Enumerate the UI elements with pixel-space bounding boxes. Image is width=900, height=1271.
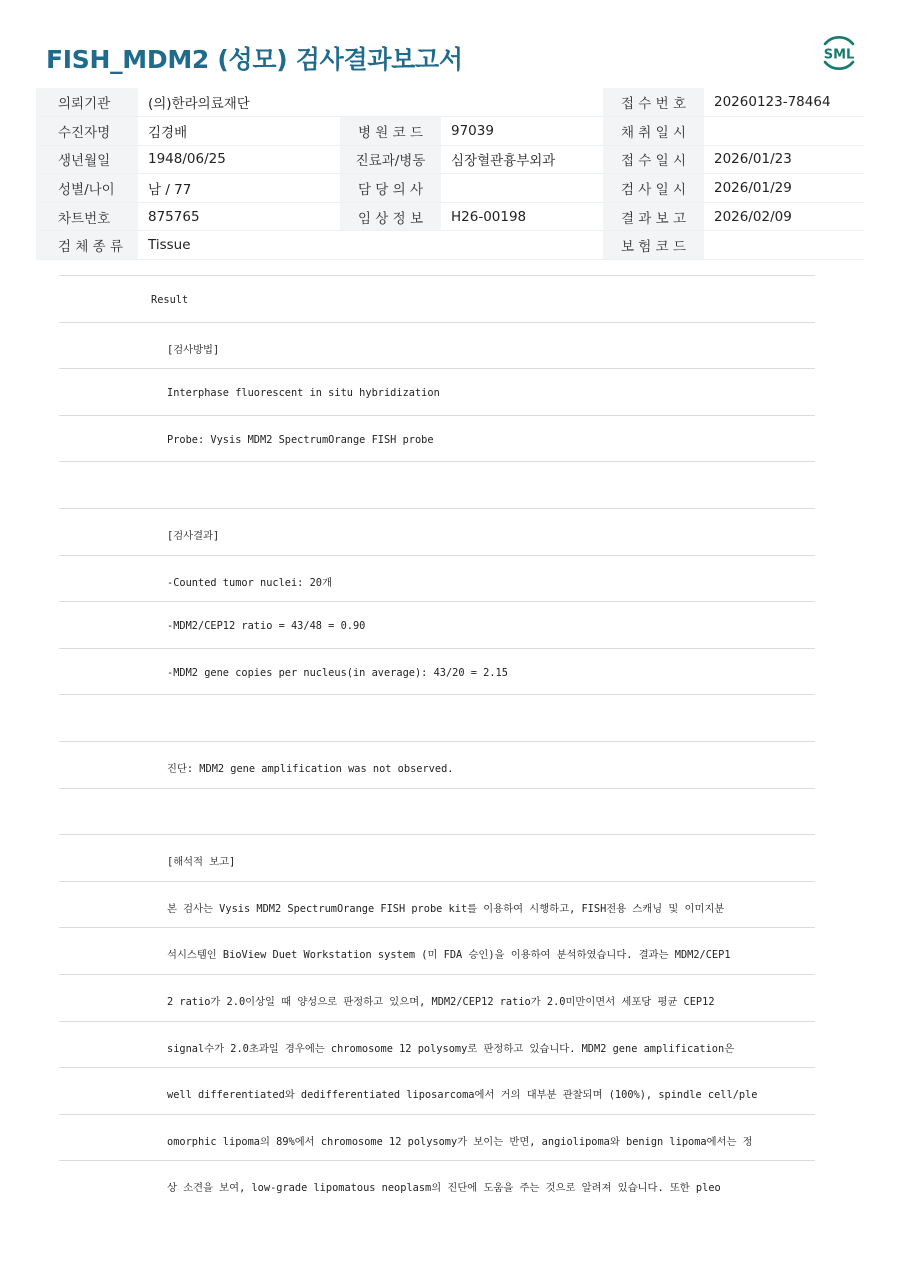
report-line-text: -Counted tumor nuclei: 20개 (167, 576, 332, 589)
report-line (59, 974, 815, 1021)
report-line (59, 322, 815, 369)
report-line-text: 2 ratio가 2.0이상일 때 양성으로 판정하고 있으며, MDM2/CEP12 ratio가 2.0미만이면서 세포당 평균 CEP12 (167, 995, 715, 1008)
report-line-text: 본 검사는 Vysis MDM2 SpectrumOrange FISH probe kit를 이용하여 시행하고, FISH전용 스캐닝 및 이미지분 (167, 902, 725, 915)
report-body (59, 275, 815, 1207)
report-line (59, 275, 815, 322)
value-collection-date (704, 117, 864, 146)
value-hospital-code: 97039 (441, 117, 603, 146)
label-requesting-institution: 의뢰기관 (36, 88, 138, 117)
patient-info-table (36, 88, 864, 260)
label-sex-age: 성별/나이 (36, 174, 138, 203)
report-line (59, 834, 815, 881)
label-hospital-code: 병 원 코 드 (340, 117, 441, 146)
label-specimen-type: 검 체 종 류 (36, 231, 138, 260)
label-test-date: 검 사 일 시 (603, 174, 704, 203)
report-line (59, 881, 815, 928)
info-row (36, 88, 864, 117)
report-line-text: Interphase fluorescent in situ hybridization (167, 387, 440, 400)
empty-cell (340, 88, 441, 117)
value-receipt-number: 20260123-78464 (704, 88, 864, 117)
label-receipt-number: 접 수 번 호 (603, 88, 704, 117)
label-birth-date: 생년월일 (36, 145, 138, 174)
label-report-date: 결 과 보 고 (603, 202, 704, 231)
value-report-date: 2026/02/09 (704, 202, 864, 231)
report-line-text: 상 소견을 보여, low-grade lipomatous neoplasm의 진단에 도움을 주는 것으로 알려져 있습니다. 또한 pleo (167, 1182, 721, 1195)
report-line (59, 1067, 815, 1114)
report-line-text: Result (151, 294, 189, 306)
info-row (36, 174, 864, 203)
label-receipt-date: 접 수 일 시 (603, 145, 704, 174)
report-line-text: 석시스템인 BioView Duet Workstation system (미 FDA 승인)을 이용하여 분석하였습니다. 결과는 MDM2/CEP1 (167, 949, 731, 962)
value-requesting-institution: (의)한라의료재단 (138, 88, 340, 117)
value-chart-number: 875765 (138, 202, 340, 231)
report-line (59, 788, 815, 835)
report-line (59, 601, 815, 648)
value-receipt-date: 2026/01/23 (704, 145, 864, 174)
report-line (59, 648, 815, 695)
report-line (59, 694, 815, 741)
report-line (59, 461, 815, 508)
report-line (59, 415, 815, 462)
report-line-text: [해석적 보고] (167, 856, 236, 869)
report-line-text: Probe: Vysis MDM2 SpectrumOrange FISH probe (167, 433, 434, 446)
label-clinical-info: 임 상 정 보 (340, 202, 441, 231)
info-row (36, 202, 864, 231)
report-line-text: [검사결과] (167, 529, 220, 542)
empty-cell (441, 88, 603, 117)
report-line (59, 508, 815, 555)
value-insurance-code (704, 231, 864, 260)
report-line (59, 1160, 815, 1207)
report-line-text: 진단: MDM2 gene amplification was not observed. (167, 762, 454, 775)
report-line-text: [검사방법] (167, 343, 220, 356)
report-title: FISH_MDM2 (성모) 검사결과보고서 (46, 45, 463, 74)
value-specimen-type: Tissue (138, 231, 340, 260)
report-line (59, 1114, 815, 1161)
label-patient-name: 수진자명 (36, 117, 138, 146)
empty-cell (340, 231, 441, 260)
report-line-text: omorphic lipoma의 89%에서 chromosome 12 polysomy가 보이는 반면, angiolipoma와 benign lipoma에서는 정 (167, 1135, 753, 1148)
empty-cell (441, 231, 603, 260)
value-test-date: 2026/01/29 (704, 174, 864, 203)
label-chart-number: 차트번호 (36, 202, 138, 231)
value-physician (441, 174, 603, 203)
report-line (59, 741, 815, 788)
info-row (36, 231, 864, 260)
report-line-text: signal수가 2.0초과일 경우에는 chromosome 12 polysomy로 판정하고 있습니다. MDM2 gene amplification은 (167, 1042, 735, 1055)
report-line (59, 555, 815, 602)
report-line (59, 927, 815, 974)
info-row (36, 145, 864, 174)
report-line (59, 368, 815, 415)
value-sex-age: 남 / 77 (138, 174, 340, 203)
value-patient-name: 김경배 (138, 117, 340, 146)
report-line-text: -MDM2 gene copies per nucleus(in average): 43/20 = 2.15 (167, 666, 508, 679)
label-department: 진료과/병동 (340, 145, 441, 174)
logo-text: SML (823, 47, 855, 63)
label-insurance-code: 보 험 코 드 (603, 231, 704, 260)
value-clinical-info: H26-00198 (441, 202, 603, 231)
report-line (59, 1021, 815, 1068)
report-line-text: -MDM2/CEP12 ratio = 43/48 = 0.90 (167, 620, 366, 633)
report-line-text: well differentiated와 dedifferentiated liposarcoma에서 거의 대부분 관찰되며 (100%), spindle cell/ple (167, 1089, 758, 1102)
sml-logo (817, 31, 861, 75)
value-birth-date: 1948/06/25 (138, 145, 340, 174)
label-collection-date: 채 취 일 시 (603, 117, 704, 146)
info-row (36, 117, 864, 146)
value-department: 심장혈관흉부외과 (441, 145, 603, 174)
label-physician: 담 당 의 사 (340, 174, 441, 203)
